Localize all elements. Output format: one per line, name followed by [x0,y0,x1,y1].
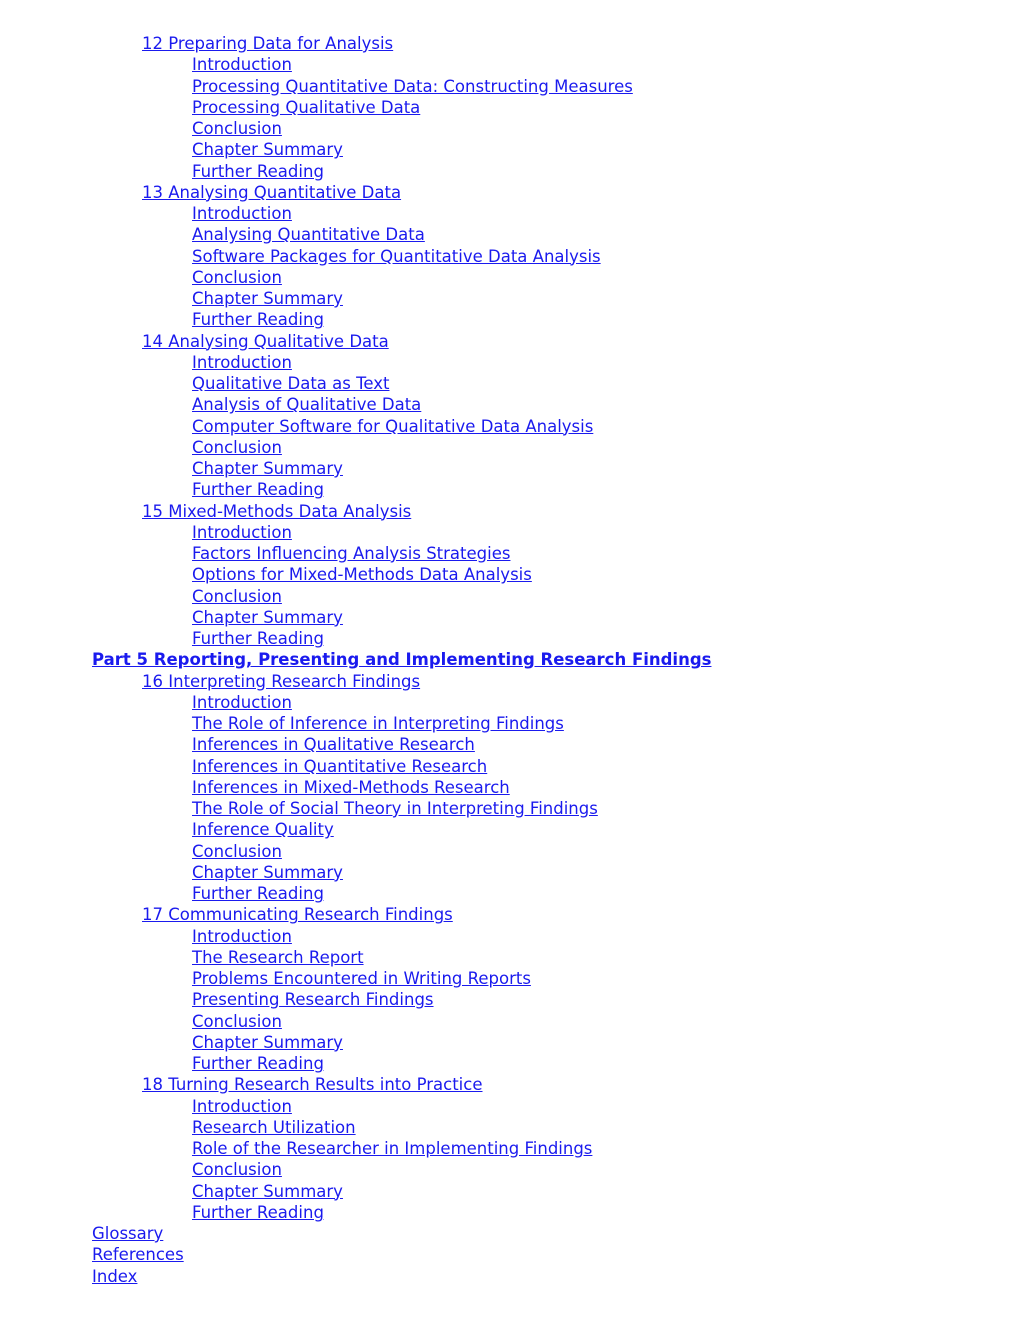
toc-section-entry [0,819,1020,840]
toc-link[interactable]: Further Reading [192,161,324,181]
toc-section-entry [0,947,1020,968]
toc-link[interactable]: Conclusion [192,841,282,861]
toc-link[interactable]: Introduction [192,55,292,75]
toc-section-entry [0,756,1020,777]
toc-section-entry [0,1096,1020,1117]
toc-link[interactable]: Processing Quantitative Data: Constructing Measures [192,76,633,96]
toc-link[interactable]: Index [92,1266,138,1286]
toc-section-entry [0,1011,1020,1032]
toc-section-entry [0,564,1020,585]
toc-section-entry [0,798,1020,819]
toc-section-entry [0,692,1020,713]
toc-link[interactable]: Further Reading [192,480,324,500]
toc-link[interactable]: Computer Software for Qualitative Data Analysis [192,416,594,436]
toc-link[interactable]: Inferences in Mixed-Methods Research [192,777,510,797]
toc-section-entry [0,416,1020,437]
toc-link[interactable]: 13 Analysing Quantitative Data [142,182,402,202]
toc-link[interactable]: Further Reading [192,884,324,903]
toc-link[interactable]: Chapter Summary [192,1032,343,1052]
toc-section-entry [0,479,1020,500]
toc-link[interactable]: The Role of Inference in Interpreting Findings [192,714,564,733]
toc-section-entry [0,1117,1020,1138]
toc-link[interactable]: Introduction [192,692,292,712]
toc-link[interactable]: 18 Turning Research Results into Practice [142,1075,483,1095]
toc-section-entry [0,118,1020,139]
toc-part-heading [0,649,1020,670]
toc-link[interactable]: Conclusion [192,1160,282,1180]
toc-link[interactable]: Chapter Summary [192,459,343,478]
toc-backmatter-entry [0,1266,1020,1287]
toc-link[interactable]: Introduction [192,352,292,372]
toc-section-entry [0,458,1020,479]
toc-section-entry [0,267,1020,288]
toc-section-entry [0,522,1020,543]
toc-section-entry [0,841,1020,862]
toc-link[interactable]: Chapter Summary [192,140,343,160]
toc-link[interactable]: The Role of Social Theory in Interpreting Findings [192,799,598,818]
toc-link[interactable]: Analysis of Qualitative Data [192,395,422,415]
toc-link[interactable]: Presenting Research Findings [192,990,434,1010]
toc-link[interactable]: 16 Interpreting Research Findings [142,671,421,691]
toc-link[interactable]: Inferences in Quantitative Research [192,756,488,776]
toc-link[interactable]: Inference Quality [192,820,334,840]
toc-section-entry [0,734,1020,755]
toc-section-entry [0,437,1020,458]
toc-section-entry [0,926,1020,947]
toc-link[interactable]: Research Utilization [192,1117,356,1137]
toc-link[interactable]: Chapter Summary [192,607,343,627]
toc-section-entry [0,543,1020,564]
toc-section-entry [0,883,1020,904]
toc-link[interactable]: 14 Analysing Qualitative Data [142,331,389,351]
toc-section-entry [0,394,1020,415]
toc-link[interactable]: 17 Communicating Research Findings [142,905,453,925]
toc-link[interactable]: Role of the Researcher in Implementing Findings [192,1139,593,1158]
toc-link[interactable]: Introduction [192,1096,292,1116]
toc-link[interactable]: Inferences in Qualitative Research [192,735,475,755]
toc-section-entry [0,1181,1020,1202]
toc-chapter-entry [0,904,1020,925]
toc-backmatter-entry [0,1223,1020,1244]
toc-link[interactable]: Conclusion [192,1011,282,1031]
toc-section-entry [0,139,1020,160]
toc-section-entry [0,203,1020,224]
toc-link[interactable]: The Research Report [192,947,364,967]
toc-link[interactable]: Problems Encountered in Writing Reports [192,969,531,988]
toc-section-entry [0,224,1020,245]
toc-section-entry [0,862,1020,883]
toc-chapter-entry [0,182,1020,203]
toc-link[interactable]: Further Reading [192,310,324,330]
toc-section-entry [0,97,1020,118]
toc-section-entry [0,76,1020,97]
toc-link[interactable]: 15 Mixed-Methods Data Analysis [142,501,412,521]
toc-link[interactable]: Conclusion [192,586,282,606]
toc-section-entry [0,777,1020,798]
toc-link[interactable]: Qualitative Data as Text [192,374,390,393]
toc-section-entry [0,1053,1020,1074]
toc-link[interactable]: Chapter Summary [192,289,343,308]
toc-chapter-entry [0,331,1020,352]
toc-section-entry [0,713,1020,734]
toc-link[interactable]: Further Reading [192,1202,324,1222]
toc-section-entry [0,246,1020,267]
toc-link[interactable]: Part 5 Reporting, Presenting and Implementing Research Findings [92,650,712,670]
toc-link[interactable]: Options for Mixed-Methods Data Analysis [192,565,532,585]
toc-section-entry [0,1202,1020,1223]
toc-link[interactable]: Conclusion [192,267,282,287]
toc-section-entry [0,161,1020,182]
toc-link[interactable]: Software Packages for Quantitative Data Analysis [192,246,601,266]
toc-section-entry [0,309,1020,330]
toc-link[interactable]: Processing Qualitative Data [192,97,421,117]
toc-chapter-entry [0,33,1020,54]
toc-link[interactable]: References [92,1245,184,1265]
toc-link[interactable]: Introduction [192,204,292,223]
toc-backmatter-entry [0,1244,1020,1265]
toc-section-entry [0,628,1020,649]
toc-section-entry [0,352,1020,373]
toc-chapter-entry [0,1074,1020,1095]
toc-link[interactable]: 12 Preparing Data for Analysis [142,34,394,53]
toc-link[interactable]: Introduction [192,926,292,946]
toc-link[interactable]: Further Reading [192,629,324,648]
toc-section-entry [0,1159,1020,1180]
toc-section-entry [0,54,1020,75]
toc-section-entry [0,586,1020,607]
toc-link[interactable]: Further Reading [192,1054,324,1073]
toc-link[interactable]: Chapter Summary [192,1181,343,1201]
toc-section-entry [0,989,1020,1010]
toc-link[interactable]: Conclusion [192,437,282,457]
toc-link[interactable]: Glossary [92,1224,164,1243]
toc-chapter-entry [0,501,1020,522]
toc-section-entry [0,607,1020,628]
toc-link[interactable]: Introduction [192,522,292,542]
toc-link[interactable]: Analysing Quantitative Data [192,225,425,245]
table-of-contents [0,33,1020,1287]
toc-link[interactable]: Chapter Summary [192,862,343,882]
toc-section-entry [0,1032,1020,1053]
toc-section-entry [0,288,1020,309]
toc-link[interactable]: Conclusion [192,119,282,138]
toc-chapter-entry [0,671,1020,692]
toc-section-entry [0,1138,1020,1159]
toc-link[interactable]: Factors Influencing Analysis Strategies [192,544,511,563]
toc-section-entry [0,373,1020,394]
toc-section-entry [0,968,1020,989]
